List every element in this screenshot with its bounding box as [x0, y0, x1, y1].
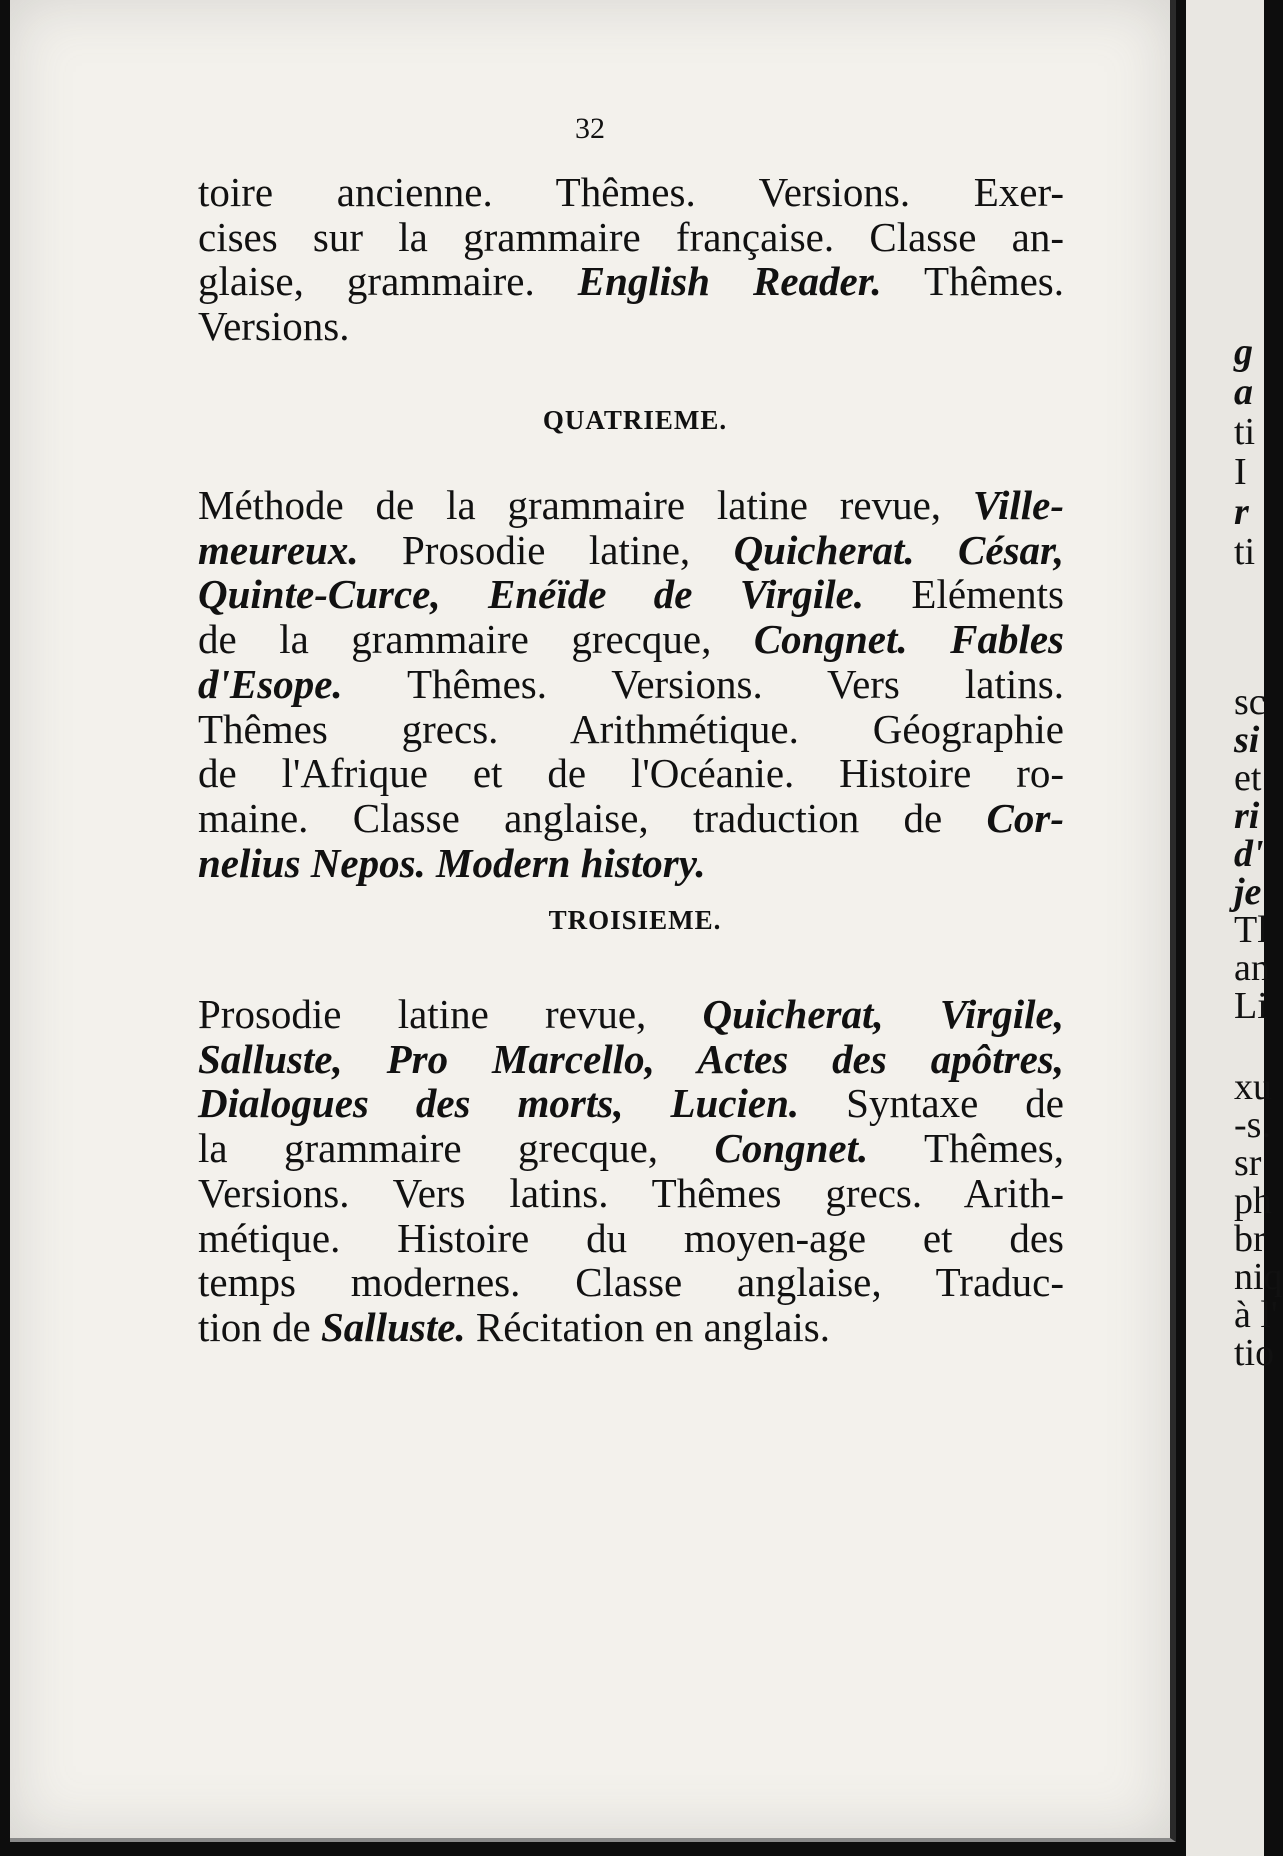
adjacent-page-fragment: ph: [1234, 1180, 1272, 1222]
adjacent-page-fragment: Tl: [1234, 909, 1268, 951]
paragraph-troisieme: [198, 992, 1064, 1350]
adjacent-page-fragment: br: [1234, 1218, 1266, 1260]
text-line: Prosodie latine revue, Quicherat, Virgile,: [198, 991, 1064, 1037]
adjacent-page-fragment: sc: [1234, 681, 1266, 723]
adjacent-page-fragment: Li: [1234, 985, 1268, 1027]
adjacent-page-fragment: d': [1234, 833, 1264, 875]
adjacent-page-fragment: ti: [1234, 531, 1256, 573]
heading-troisieme: TROISIEME.: [548, 905, 722, 935]
adjacent-page-fragment: ti: [1234, 411, 1256, 453]
text-line: de l'Afrique et de l'Océanie. Histoire ro-: [198, 750, 1064, 797]
text-line: métique. Histoire du moyen-age et des: [198, 1214, 1064, 1261]
page-number: 32: [575, 112, 605, 145]
text-line: glaise, grammaire. English Reader. Thêmes.: [198, 258, 1064, 305]
paragraph-cinquieme-end: [198, 170, 1064, 349]
text-line: Quinte-Curce, Enéïde de Virgile. Eléments: [198, 571, 1064, 618]
adjacent-page-fragment: à l': [1234, 1294, 1278, 1336]
book-page: [10, 0, 1176, 1842]
adjacent-page-fragment: sr: [1234, 1142, 1262, 1184]
text-line: Versions. Vers latins. Thêmes grecs. Arith-: [198, 1169, 1064, 1216]
adjacent-page-fragment: ri: [1234, 795, 1260, 837]
text-line: temps modernes. Classe anglaise, Traduc-: [198, 1259, 1064, 1306]
adjacent-page-fragment: et: [1234, 757, 1262, 799]
text-line: nelius Nepos. Modern history.: [198, 839, 706, 886]
adjacent-page-fragment: si: [1234, 719, 1260, 761]
text-line: Versions.: [198, 303, 350, 350]
adjacent-page-fragment: an: [1234, 947, 1270, 989]
adjacent-page-fragment: a: [1234, 371, 1253, 413]
text-line: Méthode de la grammaire latine revue, Ville-: [198, 482, 1064, 528]
adjacent-page-edge: [1186, 0, 1283, 1856]
adjacent-page-fragment: I: [1234, 451, 1247, 493]
text-line: tion de Salluste. Récitation en anglais.: [198, 1303, 831, 1350]
text-line: Dialogues des morts, Lucien. Syntaxe de: [198, 1080, 1064, 1127]
text-line: d'Esope. Thêmes. Versions. Vers latins.: [198, 660, 1064, 707]
adjacent-page-fragment: -s.: [1234, 1104, 1271, 1146]
adjacent-page-fragment: r: [1234, 491, 1249, 533]
text-line: Salluste, Pro Marcello, Actes des apôtres,: [198, 1035, 1064, 1082]
text-line: Thêmes grecs. Arithmétique. Géographie: [198, 705, 1064, 752]
text-line: meureux. Prosodie latine, Quicherat. César,: [198, 526, 1064, 573]
text-line: toire ancienne. Thêmes. Versions. Exer-: [198, 169, 1064, 215]
adjacent-page-fragment: xu: [1234, 1066, 1272, 1108]
adjacent-page-fragment: niq: [1234, 1256, 1283, 1298]
text-line: la grammaire grecque, Congnet. Thêmes,: [198, 1125, 1064, 1172]
adjacent-page-fragment: je: [1234, 871, 1262, 913]
adjacent-page-fragment: tio: [1234, 1332, 1275, 1374]
text-line: maine. Classe anglaise, traduction de Cor-: [198, 794, 1064, 841]
text-line: cises sur la grammaire française. Classe an-: [198, 213, 1064, 260]
adjacent-page-fragment: g: [1234, 331, 1253, 373]
heading-quatrieme: QUATRIEME.: [542, 405, 728, 435]
text-line: de la grammaire grecque, Congnet. Fables: [198, 616, 1064, 663]
paragraph-quatrieme: [198, 483, 1064, 885]
